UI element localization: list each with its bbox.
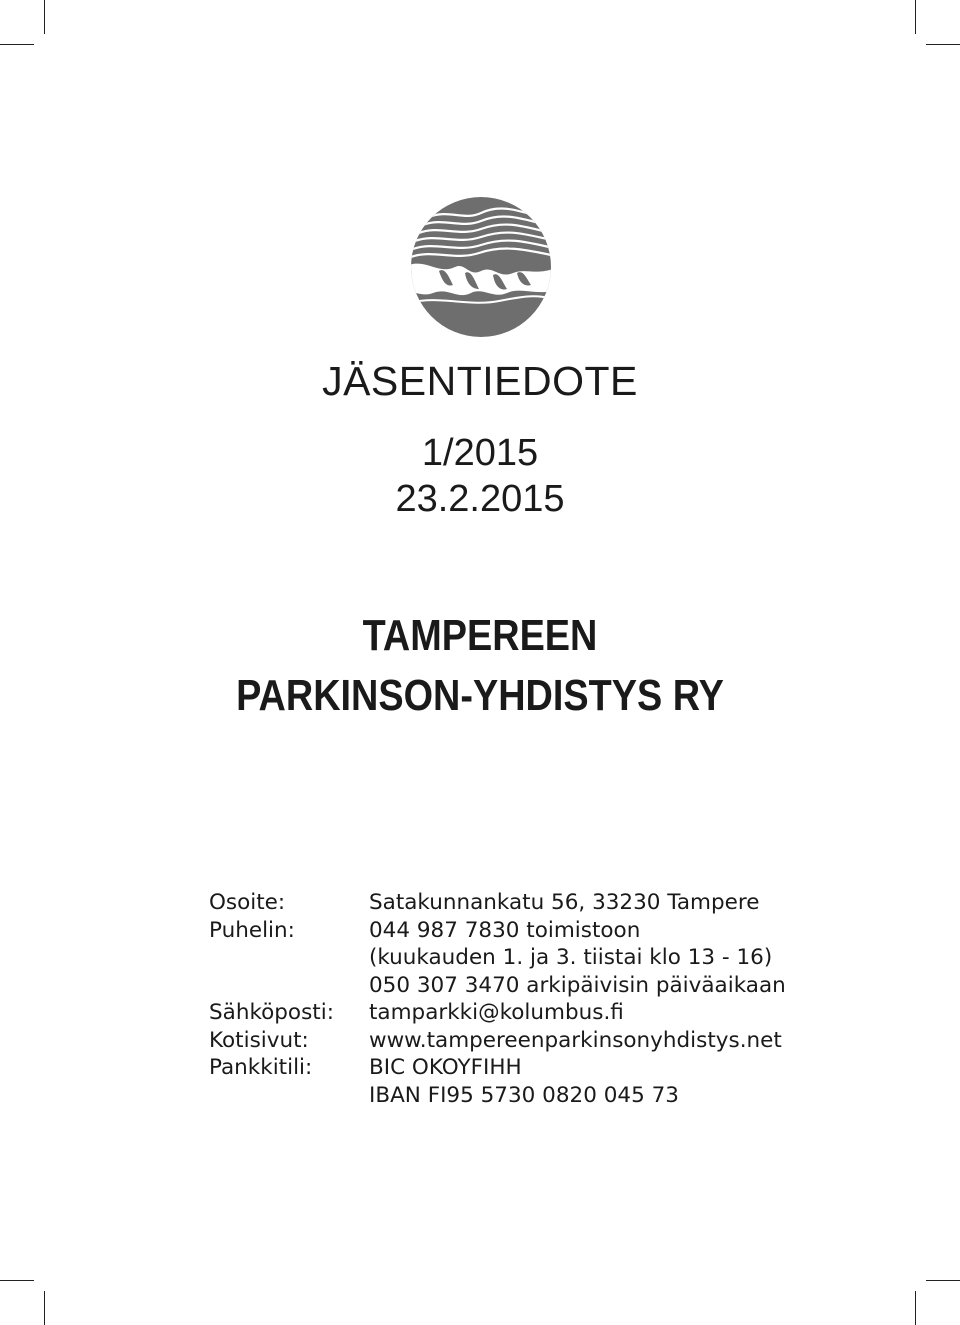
crop-mark (44, 0, 45, 34)
contact-value: IBAN FI95 5730 0820 045 73 (369, 1082, 679, 1108)
contact-value: 050 307 3470 arkipäivisin päiväaikaan (369, 972, 786, 998)
contact-row-phone-hours (209, 944, 786, 972)
contact-label: Pankkitili: (209, 1055, 313, 1080)
crop-mark (44, 1291, 45, 1325)
crop-mark (0, 1280, 34, 1281)
contact-row-phone-2 (209, 972, 786, 1000)
contact-label (209, 972, 369, 1000)
issue-date: 23.2.2015 (395, 478, 565, 520)
crop-mark (915, 1291, 916, 1325)
contact-row-website (209, 1027, 786, 1055)
contact-row-bank-iban (209, 1082, 786, 1110)
contact-value: 044 987 7830 toimistoon (369, 917, 641, 943)
contact-value: Satakunnankatu 56, 33230 Tampere (369, 890, 760, 915)
contact-value: www.tampereenparkinsonyhdistys.net (369, 1027, 782, 1053)
contact-label (209, 944, 369, 972)
organization-name-line-1: TAMPEREEN (362, 611, 598, 660)
contact-label: Osoite: (209, 890, 286, 915)
contact-label: Sähköposti: (209, 1000, 334, 1025)
crop-mark (915, 0, 916, 34)
issue-number: 1/2015 (421, 432, 539, 474)
contact-row-email (209, 999, 786, 1027)
crop-mark (926, 1280, 960, 1281)
contact-label (209, 1082, 369, 1110)
contact-value: (kuukauden 1. ja 3. tiistai klo 13 - 16) (369, 945, 773, 970)
organization-logo-icon (409, 195, 553, 339)
contact-row-address (209, 889, 786, 917)
contact-value: tamparkki@kolumbus.fi (369, 1000, 624, 1025)
crop-mark (926, 44, 960, 45)
contact-row-phone (209, 917, 786, 945)
contact-label: Kotisivut: (209, 1027, 309, 1053)
organization-name-line-2: PARKINSON-YHDISTYS RY (236, 671, 724, 720)
newsletter-title: JÄSENTIEDOTE (322, 358, 638, 404)
contact-row-bank-bic (209, 1054, 786, 1082)
contact-label: Puhelin: (209, 917, 295, 943)
crop-mark (0, 44, 34, 45)
contact-info (209, 889, 786, 1109)
contact-value: BIC OKOYFIHH (369, 1055, 522, 1080)
